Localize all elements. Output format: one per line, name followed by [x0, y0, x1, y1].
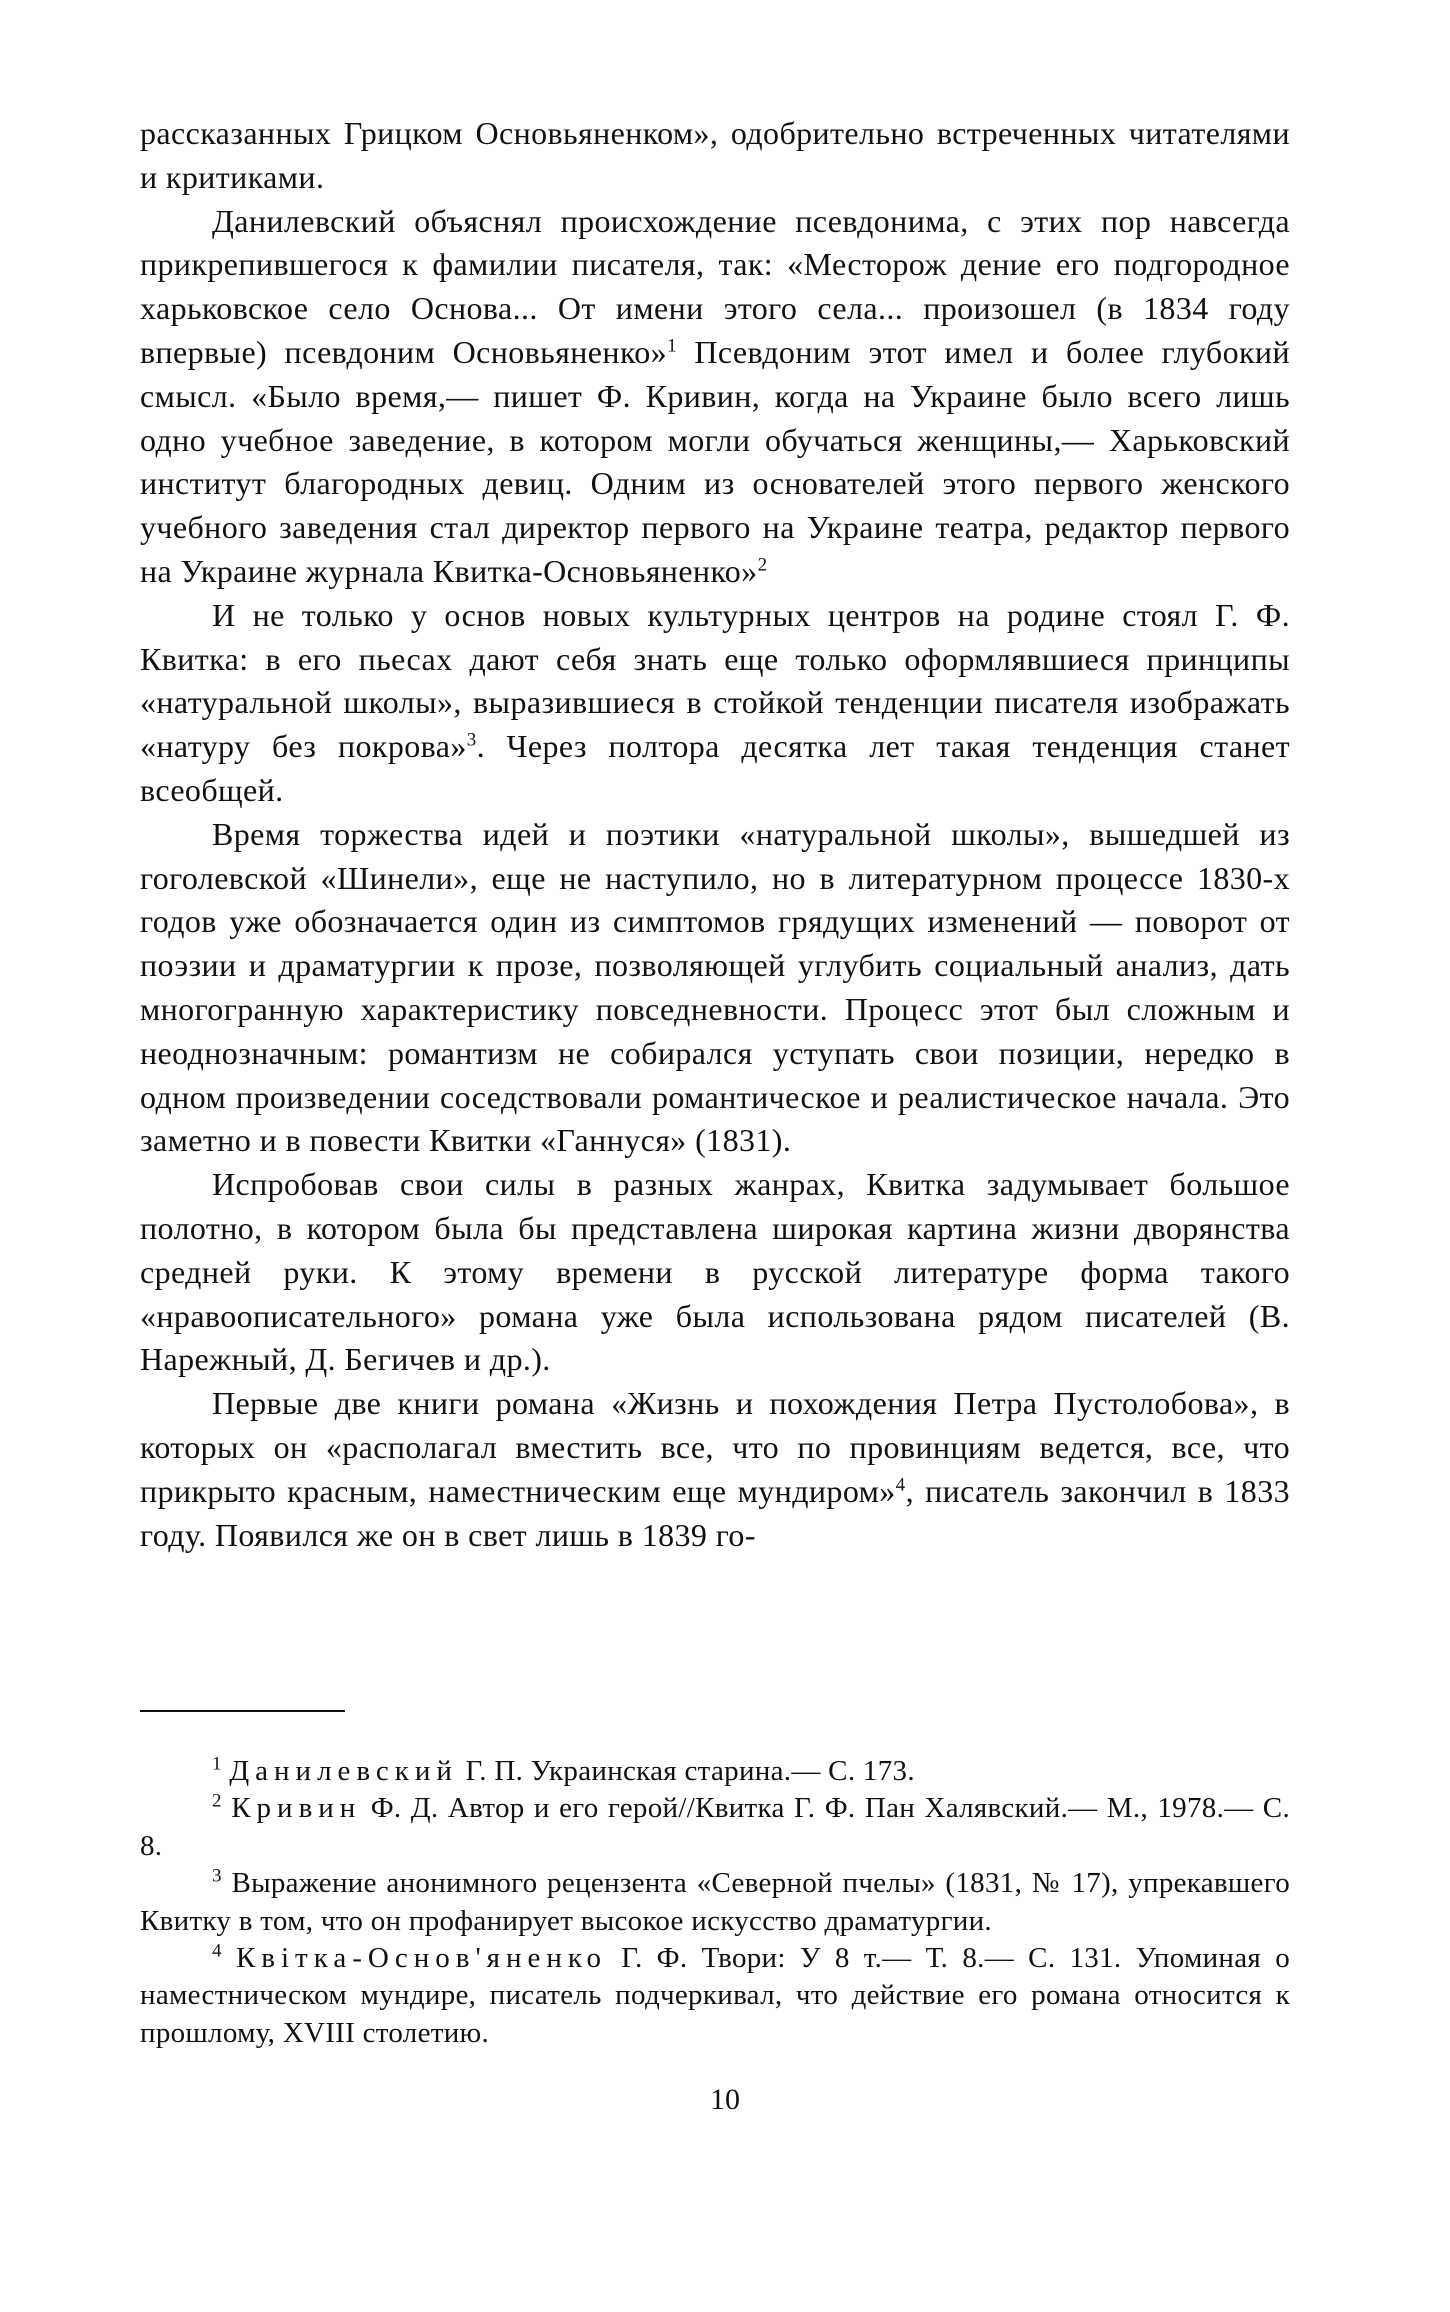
footnotes: [140, 1753, 1290, 2052]
footnote-ref-1: 1: [667, 335, 677, 357]
footnote-1: $^1$ Данилевский Г. П. Украинская старина.— С. 173.: [212, 1753, 915, 1787]
main-text: [140, 112, 1290, 1557]
paragraph-4: Время торжества идей и поэтики «натуральной школы», вышедшей из гоголевской «Шинели», еще не наступило, но в литературном процессе 1830-х годов уже обозначается один из симптомов грядущих изменений — поворот от поэзии и драматургии к прозе, позволяющей углубить социальный анализ, дать многогранную характеристику повседневности. Процесс этот был сложным и неоднозначным: романтизм не собирался уступать свои позиции, нередко в одном произведении соседствовали романтическое и реалистическое начала. Это заметно и в повести Квитки «Ганнуся» (1831).: [140, 815, 1290, 1159]
footnote-author: Квітка-Основ'яненко: [235, 1942, 608, 1975]
footnote-author: Кривин: [231, 1792, 362, 1825]
footnote-ref-3: 3: [466, 729, 477, 751]
footnote-ref-4: 4: [895, 1474, 906, 1496]
footnote-4: $^4$ Квітка-Основ'яненко Г. Ф. Твори: У 8 т.— Т. 8.— С. 131. Упоминая о наместническом мундире, писатель подчеркивал, что действие его романа относится к прошлому, XVIII столетию.: [140, 1940, 1290, 2049]
paragraph-6: Первые две книги романа «Жизнь и похождения Петра Пустолобова», в которых он «располагал вместить все, что по провинциям ведется, все, что прикрыто красным, наместническим еще мундиром»$^4$, писатель закончил в 1833 году. Появился же он в свет лишь в 1839 го-: [140, 1385, 1291, 1553]
paragraph-5: Испробовав свои силы в разных жанрах, Квитка задумывает большое полотно, в котором была бы представлена широкая картина жизни дворянства средней руки. К этому времени в русской литературе форма такого «нравоописательного» романа уже была использована рядом писателей (В. Нарежный, Д. Бегичев и др.).: [140, 1166, 1290, 1378]
paragraph-1: рассказанных Грицком Основьяненком», одобрительно встреченных читателями и критиками.: [140, 115, 1290, 195]
paragraph-2: Данилевский объяснял происхождение псевдонима, с этих пор навсегда прикрепившегося к фамилии писателя, так: «Месторож дение его подгородное харьковское село Основа... От имени этого села... произошел (в 1834 году впервые) псевдоним Основьяненко»$^1$ Псевдоним этот имел и более глубокий смысл. «Было время,— пишет Ф. Кривин, когда на Украине было всего лишь одно учебное заведение, в котором могли обучаться женщины,— Харьковский институт благородных девиц. Одним из основателей этого первого женского учебного заведения стал директор первого на Украине театра, редактор первого на Украине журнала Квитка-Основьяненко»$^2$: [140, 202, 1290, 589]
paragraph-3: И не только у основ новых культурных центров на родине стоял Г. Ф. Квитка: в его пьесах дают себя знать еще только оформлявшиеся принципы «натуральной школы», выразившиеся в стойкой тенденции писателя изображать «натуру без покрова»$^3$. Через полтора десятка лет такая тенденция станет всеобщей.: [140, 596, 1290, 808]
footnote-author: Данилевский: [229, 1755, 458, 1787]
footnote-separator: [140, 1710, 345, 1712]
footnote-2: $^2$ Кривин Ф. Д. Автор и его герой//Квитка Г. Ф. Пан Халявский.— М., 1978.— С. 8.: [140, 1790, 1290, 1862]
footnote-ref-2: 2: [757, 554, 768, 576]
footnote-3: $^3$ Выражение анонимного рецензента «Северной пчелы» (1831, № 17), упрекавшего Квитку в том, что он профанирует высокое искусство драматургии.: [140, 1865, 1290, 1937]
page-number: 10: [710, 2083, 740, 2116]
